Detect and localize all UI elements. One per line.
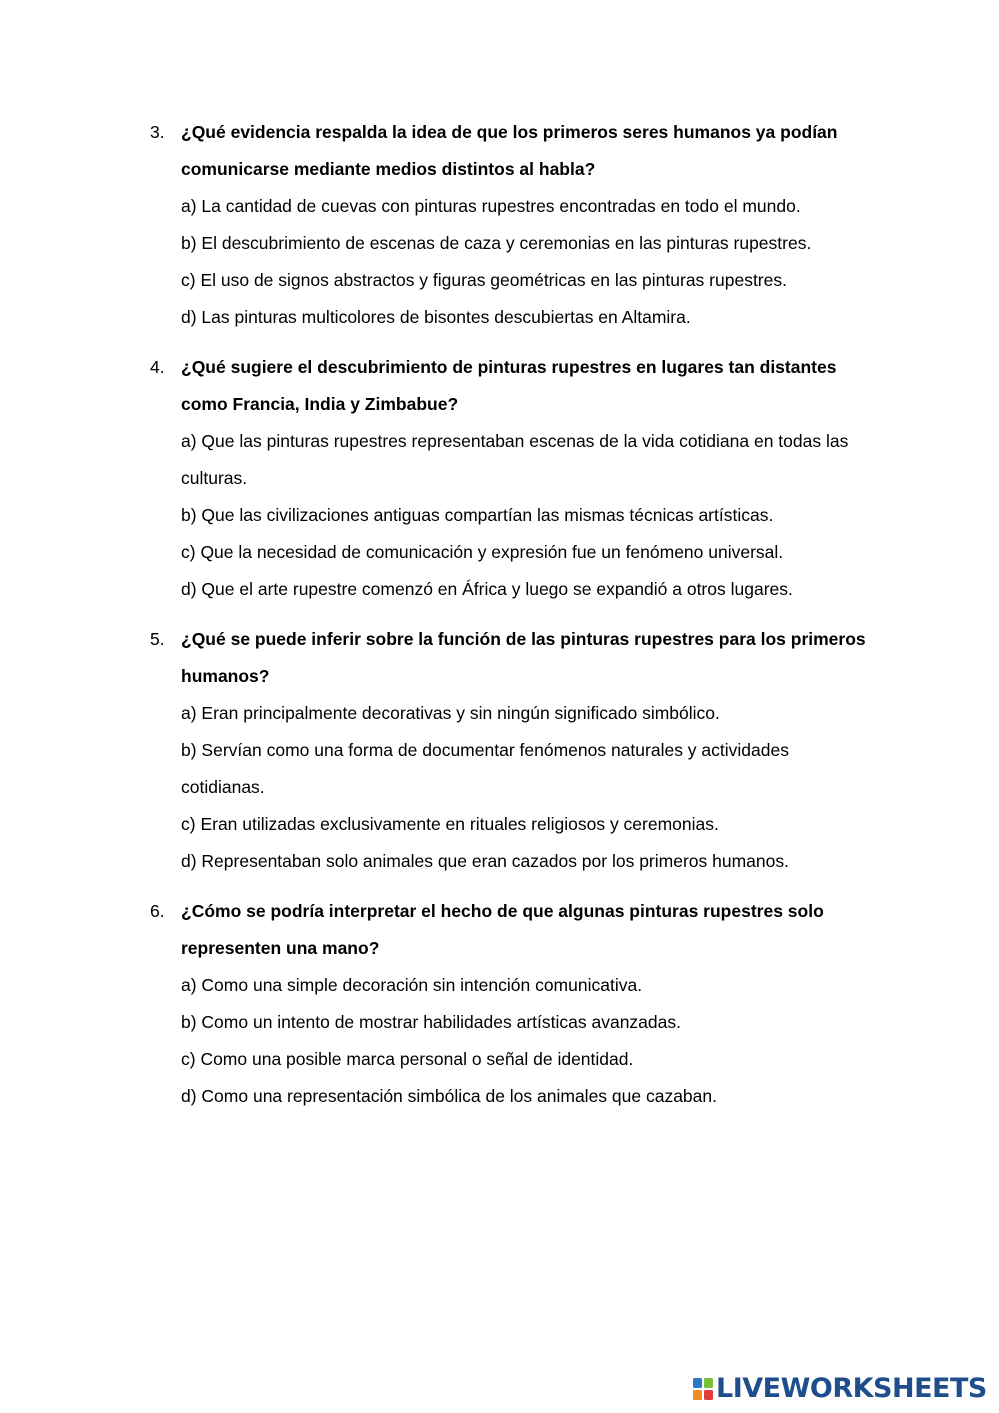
answer-option-a: a) La cantidad de cuevas con pinturas rupestres encontradas en todo el mundo. bbox=[181, 196, 801, 216]
question-number: 3. bbox=[150, 122, 165, 142]
question-6 bbox=[0, 893, 999, 1115]
answer-option-d: d) Representaban solo animales que eran cazados por los primeros humanos. bbox=[181, 851, 789, 871]
answer-option-b: b) Como un intento de mostrar habilidades artísticas avanzadas. bbox=[181, 1012, 681, 1032]
question-3 bbox=[0, 114, 999, 336]
question-text: ¿Qué se puede inferir sobre la función de las pinturas rupestres para los primeros humanos? bbox=[181, 629, 866, 686]
liveworksheets-brand bbox=[692, 1374, 987, 1404]
answer-option-a: a) Que las pinturas rupestres representaban escenas de la vida cotidiana en todas las culturas. bbox=[181, 431, 849, 488]
answer-option-d: d) Las pinturas multicolores de bisontes descubiertas en Altamira. bbox=[181, 307, 691, 327]
answer-option-c: c) Como una posible marca personal o señal de identidad. bbox=[181, 1049, 634, 1069]
answer-option-a: a) Eran principalmente decorativas y sin ningún significado simbólico. bbox=[181, 703, 720, 723]
answer-option-a: a) Como una simple decoración sin intención comunicativa. bbox=[181, 975, 643, 995]
answer-option-c: c) Que la necesidad de comunicación y expresión fue un fenómeno universal. bbox=[181, 542, 784, 562]
answer-option-b: b) Que las civilizaciones antiguas compartían las mismas técnicas artísticas. bbox=[181, 505, 774, 525]
answer-options bbox=[0, 695, 999, 880]
answer-options bbox=[0, 967, 999, 1115]
question-4 bbox=[0, 349, 999, 608]
question-text: ¿Qué evidencia respalda la idea de que los primeros seres humanos ya podían comunicarse mediante medios distintos al habla? bbox=[181, 122, 838, 179]
answer-option-d: d) Que el arte rupestre comenzó en África y luego se expandió a otros lugares. bbox=[181, 579, 793, 599]
question-number: 4. bbox=[150, 357, 165, 377]
question-number: 5. bbox=[150, 629, 165, 649]
question-5 bbox=[0, 621, 999, 880]
question-text: ¿Cómo se podría interpretar el hecho de que algunas pinturas rupestres solo representen una mano? bbox=[181, 901, 824, 958]
brand-name: LIVEWORKSHEETS bbox=[716, 1373, 987, 1404]
answer-option-b: b) Servían como una forma de documentar fenómenos naturales y actividades cotidianas. bbox=[181, 740, 789, 797]
answer-option-b: b) El descubrimiento de escenas de caza y ceremonias en las pinturas rupestres. bbox=[181, 233, 812, 253]
liveworksheets-logo-icon bbox=[692, 1376, 714, 1402]
answer-options bbox=[0, 188, 999, 336]
answer-option-d: d) Como una representación simbólica de los animales que cazaban. bbox=[181, 1086, 717, 1106]
question-number: 6. bbox=[150, 901, 165, 921]
answer-options bbox=[0, 423, 999, 608]
answer-option-c: c) El uso de signos abstractos y figuras geométricas en las pinturas rupestres. bbox=[181, 270, 787, 290]
question-text: ¿Qué sugiere el descubrimiento de pinturas rupestres en lugares tan distantes como Francia, India y Zimbabue? bbox=[181, 357, 837, 414]
answer-option-c: c) Eran utilizadas exclusivamente en rituales religiosos y ceremonias. bbox=[181, 814, 719, 834]
worksheet bbox=[0, 114, 999, 1128]
